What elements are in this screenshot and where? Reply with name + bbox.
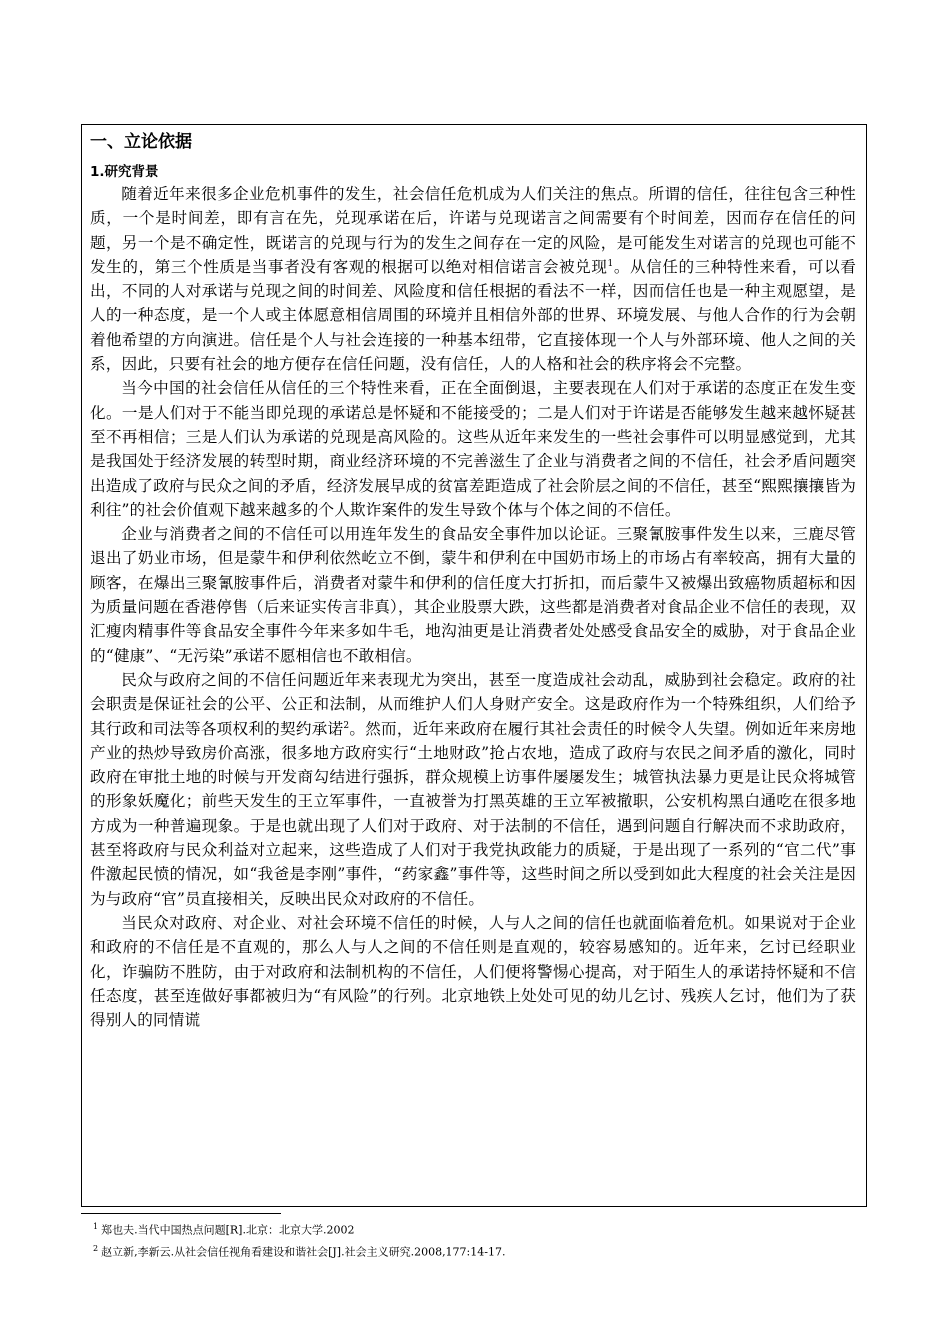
footnote-separator: [81, 1213, 281, 1214]
paragraph-text: 民众与政府之间的不信任问题近年来表现尤为突出，甚至一度造成社会动乱，威胁到社会稳定。政府的社会职责是保证社会的公平、公正和法制，从而维护人们人身财产安全。这是政府作为一个特殊组织，人们给予其行政和司法等各项权利的契约承诺: [90, 670, 856, 738]
footnote-text: 赵立新,李新云.从社会信任视角看建设和谐社会[J].社会主义研究.2008,177:14-17.: [101, 1245, 506, 1259]
paragraph-4: [90, 668, 856, 911]
paragraph-text: 企业与消费者之间的不信任可以用连年发生的食品安全事件加以论证。三聚氰胺事件发生以来，三鹿尽管退出了奶业市场，但是蒙牛和伊利依然屹立不倒，蒙牛和伊利在中国奶市场上的市场占有率较高，拥有大量的顾客，在爆出三聚氰胺事件后，消费者对蒙牛和伊利的信任度大打折扣，而后蒙牛又被爆出致癌物质超标和因为质量问题在香港停售（后来证实传言非真），其企业股票大跌，这些都是消费者对食品企业不信任的表现，双汇瘦肉精事件等食品安全事件今年来多如牛毛，地沟油更是让消费者处处感受食品安全的威胁，对于食品企业的“健康”、“无污染”承诺不愿相信也不敢相信。: [90, 525, 856, 665]
paragraph-5: [90, 911, 856, 1032]
paragraph-3: [90, 522, 856, 668]
footnote-text: 郑也夫.当代中国热点问题[R].北京：北京大学.2002: [101, 1223, 355, 1237]
content-frame: [81, 124, 867, 1207]
paragraph-text: 。从信任的三种特性来看，可以看出，不同的人对承诺与兑现之间的时间差、风险度和信任根据的看法不一样，因而信任也是一种主观愿望，是人的一种态度，是一个人或主体愿意相信周围的环境并且相信外部的世界、环境发展、与他人合作的行为会朝着他希望的方向演进。信任是个人与社会连接的一种基本纽带，它直接体现一个人与外部环境、他人之间的关系，因此，只要有社会的地方便存在信任问题，没有信任，人的人格和社会的秩序将会不完整。: [90, 257, 856, 374]
footnote-ref-2: 2: [343, 720, 350, 731]
paragraph-1: [90, 182, 856, 376]
footnote-2: [93, 1240, 853, 1262]
paragraph-text: 当今中国的社会信任从信任的三个特性来看，正在全面倒退，主要表现在人们对于承诺的态度正在发生变化。一是人们对于不能当即兑现的承诺总是怀疑和不能接受的；二是人们对于许诺是否能够发生越来越怀疑甚至不再相信；三是人们认为承诺的兑现是高风险的。这些从近年来发生的一些社会事件可以明显感觉到，尤其是我国处于经济发展的转型时期，商业经济环境的不完善滋生了企业与消费者之间的不信任，社会矛盾问题突出造成了政府与民众之间的矛盾，经济发展早成的贫富差距造成了社会阶层之间的不信任，甚至“熙熙攘攘皆为利往”的社会价值观下越来越多的个人欺诈案件的发生导致个体与个体之间的不信任。: [90, 379, 856, 519]
paragraph-2: [90, 376, 856, 522]
footnotes: [93, 1218, 853, 1261]
section-title: 一、立论依据: [90, 132, 192, 152]
paragraph-text: 当民众对政府、对企业、对社会环境不信任的时候，人与人之间的信任也就面临着危机。如果说对于企业和政府的不信任是不直观的，那么人与人之间的不信任则是直观的，较容易感知的。近年来，乞讨已经职业化，诈骗防不胜防，由于对政府和法制机构的不信任，人们便将警惕心提高，对于陌生人的承诺持怀疑和不信任态度，甚至连做好事都被归为“有风险”的行列。北京地铁上处处可见的幼儿乞讨、残疾人乞讨，他们为了获得别人的同情谎: [90, 913, 856, 1030]
footnote-1: [93, 1218, 853, 1240]
paragraph-text: 。然而，近年来政府在履行其社会责任的时候令人失望。例如近年来房地产业的热炒导致房价高涨，很多地方政府实行“土地财政”抢占农地，造成了政府与农民之间矛盾的激化，同时政府在审批土地的时候与开发商勾结进行强拆，群众规模上访事件屡屡发生；城管执法暴力更是让民众将城管的形象妖魔化；前些天发生的王立军事件，一直被誉为打黑英雄的王立军被撤职，公安机构黑白通吃在很多地方成为一种普遍现象。于是也就出现了人们对于政府、对于法制的不信任，遇到问题自行解决而不求助政府，甚至将政府与民众利益对立起来，这些造成了人们对于我党执政能力的质疑，于是出现了一系列的“官二代”事件激起民愤的情况，如“我爸是李刚”事件，“药家鑫”事件等，这些时间之所以受到如此大程度的社会关注是因为与政府“官”员直接相关，反映出民众对政府的不信任。: [90, 719, 856, 908]
subsection-title: 1.研究背景: [90, 164, 159, 180]
footnote-mark: 2: [93, 1243, 99, 1253]
footnote-ref-1: 1: [607, 258, 614, 269]
paragraph-text: 随着近年来很多企业危机事件的发生，社会信任危机成为人们关注的焦点。所谓的信任，往往包含三种性质，一个是时间差，即有言在先，兑现承诺在后，许诺与兑现诺言之间需要有个时间差，因而存在信任的问题，另一个是不确定性，既诺言的兑现与行为的发生之间存在一定的风险，是可能发生对诺言的兑现也可能不发生的，第三个性质是当事者没有客观的根据可以绝对相信诺言会被兑现: [90, 185, 856, 276]
footnote-mark: 1: [93, 1222, 99, 1231]
